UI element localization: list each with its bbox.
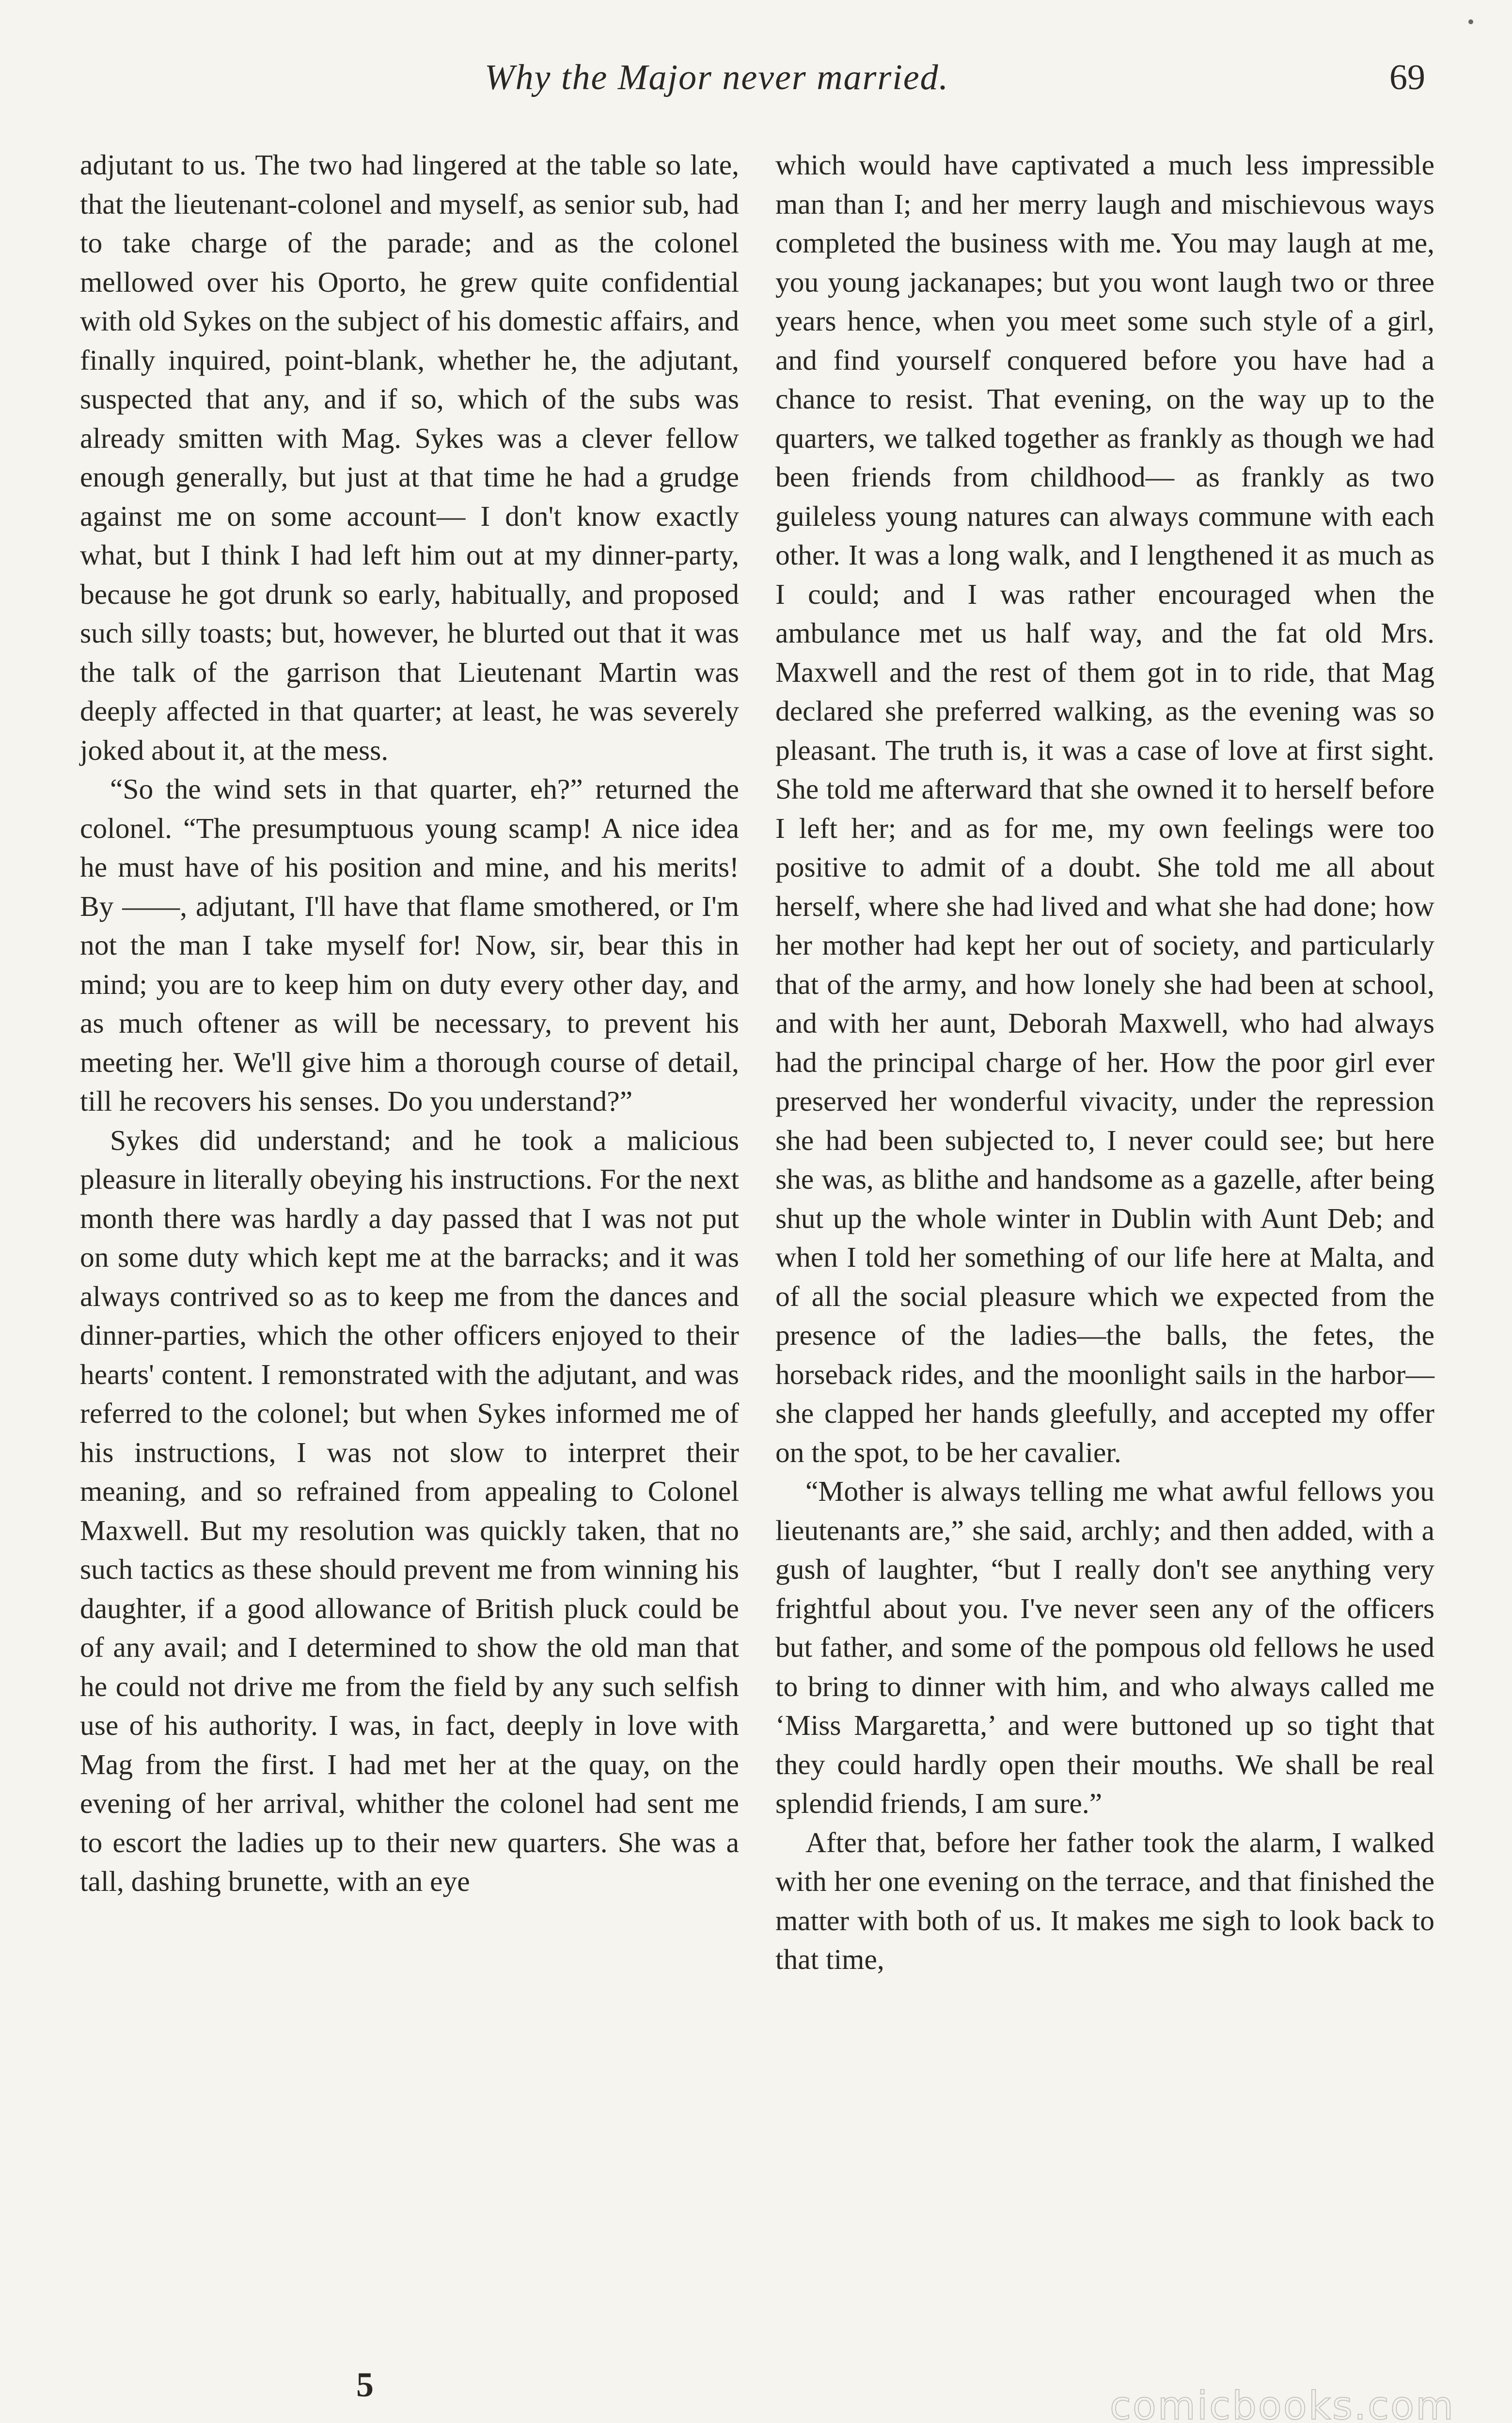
- paragraph: which would have captivated a much less impressible man than I; and her merry laugh and mischievous ways completed the business with me. You may laugh at me, you young jackanapes; but you wont laugh two or three years hence, when you meet some such style of a girl, and find yourself conquered before you have had a chance to resist. That evening, on the way up to the quarters, we talked together as frankly as though we had been friends from childhood— as frankly as two guileless young natures can always commune with each other. It was a long walk, and I lengthened it as much as I could; and I was rather encouraged when the ambulance met us half way, and the fat old Mrs. Maxwell and the rest of them got in to ride, that Mag declared she preferred walking, as the evening was so pleasant. The truth is, it was a case of love at first sight. She told me afterward that she owned it to herself before I left her; and as for me, my own feelings were too positive to admit of a doubt. She told me all about herself, where she had lived and what she had done; how her mother had kept her out of society, and particularly that of the army, and how lonely she had been at school, and with her aunt, Deborah Maxwell, who had always had the principal charge of her. How the poor girl ever preserved her wonderful vivacity, under the repression she had been subjected to, I never could see; but here she was, as blithe and handsome as a gazelle, after being shut up the whole winter in Dublin with Aunt Deb; and when I told her something of our life here at Malta, and of all the social pleasure which we expected from the presence of the ladies—the balls, the fetes, the horseback rides, and the moonlight sails in the harbor— she clapped her hands gleefully, and accepted my offer on the spot, to be her cavalier.: [775, 149, 1434, 1468]
- signature-mark: 5: [356, 2365, 374, 2404]
- paragraph: adjutant to us. The two had lingered at the table so late, that the lieutenant-colonel and myself, as senior sub, had to take charge of the parade; and as the colonel mellowed over his Oporto, he grew quite confidential with old Sykes on the subject of his domestic affairs, and finally inquired, point-blank, whether he, the adjutant, suspected that any, and if so, which of the subs was already smitten with Mag. Sykes was a clever fellow enough generally, but just at that time he had a grudge against me on some account— I don't know exactly what, but I think I had left him out at my dinner-party, because he got drunk so early, habitually, and proposed such silly toasts; but, however, he blurted out that it was the talk of the garrison that Lieutenant Martin was deeply affected in that quarter; at least, he was severely joked about it, at the mess.: [80, 149, 739, 766]
- right-text-column: [775, 145, 1434, 1979]
- page-number: 69: [1389, 58, 1425, 97]
- paragraph: “Mother is always telling me what awful fellows you lieutenants are,” she said, archly; and then added, with a gush of laughter, “but I really don't see anything very frightful about you. I've never seen any of the officers but father, and some of the pompous old fellows he used to bring to dinner with him, and who always called me ‘Miss Margaretta,’ and were buttoned up so tight that they could hardly open their mouths. We shall be real splendid friends, I am sure.”: [775, 1475, 1434, 1819]
- paragraph: Sykes did understand; and he took a malicious pleasure in literally obeying his instructions. For the next month there was hardly a day passed that I was not put on some duty which kept me at the barracks; and it was always contrived so as to keep me from the dances and dinner-parties, which the other officers enjoyed to their hearts' content. I remonstrated with the adjutant, and was referred to the colonel; but when Sykes informed me of his instructions, I was not slow to interpret their meaning, and so refrained from appealing to Colonel Maxwell. But my resolution was quickly taken, that no such tactics as these should prevent me from winning his daughter, if a good allowance of British pluck could be of any avail; and I determined to show the old man that he could not drive me from the field by any such selfish use of his authority. I was, in fact, deeply in love with Mag from the first. I had met her at the quay, on the evening of her arrival, whither the colonel had sent me to escort the ladies up to their new quarters. She was a tall, dashing brunette, with an eye: [80, 1124, 739, 1897]
- paragraph: After that, before her father took the alarm, I walked with her one evening on the terrace, and that finished the matter with both of us. It makes me sigh to look back to that time,: [775, 1826, 1434, 1975]
- watermark-logo: comicbooks.com: [1110, 2383, 1455, 2423]
- left-text-column: [80, 145, 739, 1901]
- running-title: Why the Major never married.: [485, 58, 949, 97]
- paragraph: “So the wind sets in that quarter, eh?” returned the colonel. “The presumptuous young scamp! A nice idea he must have of his position and mine, and his merits! By ——, adjutant, I'll have that flame smothered, or I'm not the man I take myself for! Now, sir, bear this in mind; you are to keep him on duty every other day, and as much oftener as will be necessary, to prevent his meeting her. We'll give him a thorough course of detail, till he recovers his senses. Do you understand?”: [80, 773, 739, 1117]
- ink-spot: [1468, 19, 1473, 24]
